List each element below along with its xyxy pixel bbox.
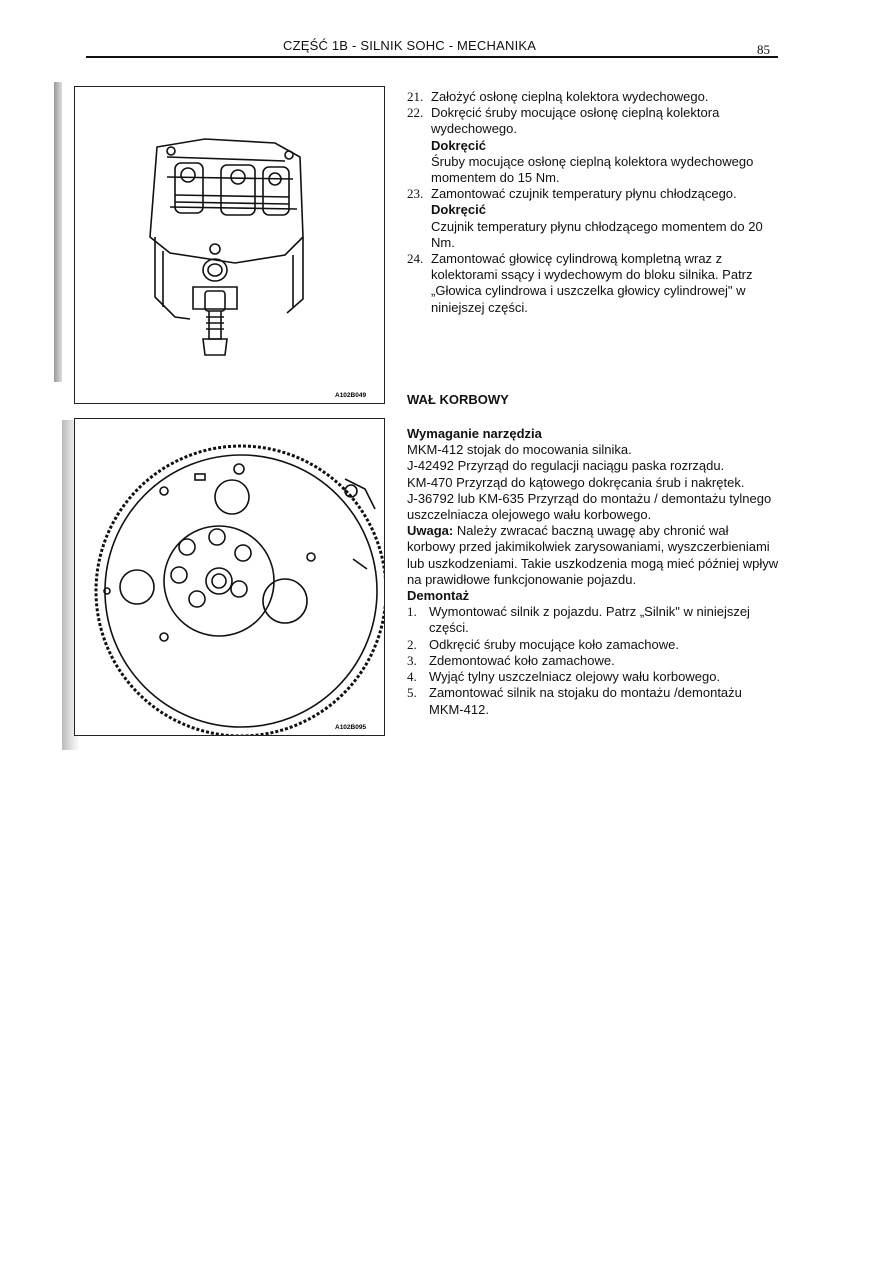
removal-step [407,604,779,636]
step-text: Wymontować silnik z pojazdu. Patrz „Silnik" w niniejszej części. [429,604,750,636]
step-number: 21. [407,89,424,104]
step-21 [407,89,779,105]
tighten-label: Dokręcić [431,137,486,153]
warning-note [407,523,779,588]
step-text: Zamontować silnik na stojaku do montażu /demontażu MKM-412. [429,685,742,717]
header-rule [86,56,778,58]
step-24 [407,251,779,316]
flywheel-illustration [75,419,384,735]
tools-heading: Wymaganie narzędzia [407,426,542,442]
step-text: Zamontować czujnik temperatury płynu chłodzącego. [431,186,737,202]
step-text: Zdemontować koło zamachowe. [429,652,615,668]
step-number: 4. [407,669,417,685]
figure-bottom-caption: A102B095 [335,724,367,731]
step-22 [407,105,779,137]
step-number: 3. [407,652,417,668]
step-number: 5. [407,685,417,701]
section-title: WAŁ KORBOWY [407,391,509,407]
header-title: CZĘŚĆ 1B - SILNIK SOHC - MECHANIKA [283,38,537,53]
figure-flywheel [74,418,385,736]
step-text: Dokręcić śruby mocujące osłonę cieplną kolektora wydechowego. [431,105,720,137]
step-text: Założyć osłonę cieplną kolektora wydechowego. [431,89,709,104]
scan-shadow [54,82,62,382]
step-text: Zamontować głowicę cylindrową kompletną wraz z kolektorami ssący i wydechowym do bloku silnika. Patrz „Głowica cylindrowa i uszczelka głowicy cylindrowej" w niniejszej części. [431,251,753,315]
removal-step [407,653,779,669]
tool-item: J-36792 lub KM-635 Przyrząd do montażu / demontażu tylnego uszczelniacza olejowego wału korbowego. [407,490,772,523]
removal-step [407,669,779,685]
step-number: 2. [407,636,417,652]
step-text: Odkręcić śruby mocujące koło zamachowe. [429,636,679,652]
warning-text: Należy zwracać baczną uwagę aby chronić wał korbowy przed jakimikolwiek zarysowaniami, wyszczerbieniami lub uszkodzeniami. Takie uszkodzenia mogą mieć później wpływ na prawidłowe funkcjonowanie pojazdu. [407,523,779,587]
tool-item: KM-470 Przyrząd do kątowego dokręcania śrub i nakrętek. [407,474,745,490]
step-number: 23. [407,186,424,202]
page-number: 85 [757,42,770,57]
tool-item: J-42492 Przyrząd do regulacji naciągu paska rozrządu. [407,458,725,474]
removal-step [407,637,779,653]
step-number: 22. [407,105,424,121]
tighten-note: Śruby mocujące osłonę cieplną kolektora wydechowego momentem do 15 Nm. [431,153,754,186]
text-column [407,89,779,718]
step-text: Wyjąć tylny uszczelniacz olejowy wału korbowego. [429,669,721,685]
cylinder-head-illustration [75,87,384,403]
tool-item: MKM-412 stojak do mocowania silnika. [407,442,632,458]
figure-top-caption: A102B049 [335,392,367,399]
removal-step [407,685,779,717]
figure-cylinder-head [74,86,385,404]
step-number: 1. [407,604,417,620]
removal-heading: Demontaż [407,588,470,604]
step-number: 24. [407,251,424,267]
tighten-label: Dokręcić [431,202,486,218]
warning-label: Uwaga: [407,523,454,539]
tighten-note: Czujnik temperatury płynu chłodzącego momentem do 20 Nm. [431,218,763,250]
step-23 [407,186,779,202]
